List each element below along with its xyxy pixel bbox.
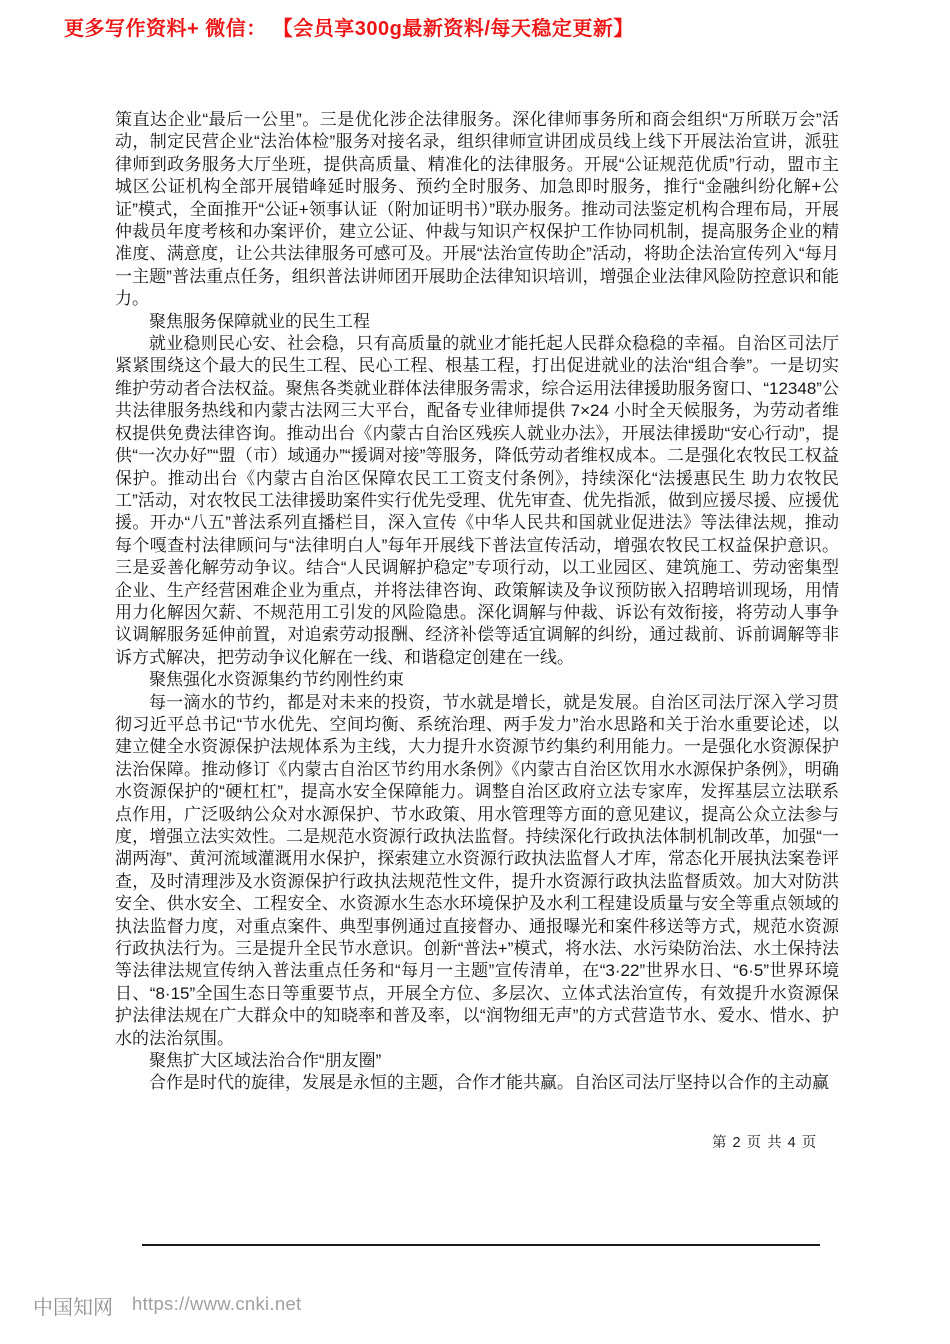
body-paragraph: 就业稳则民心安、社会稳，只有高质量的就业才能托起人民群众稳稳的幸福。自治区司法厅紧紧围绕这个最大的民生工程、民心工程、根基工程，打出促进就业的法治“组合拳”。一是切实维护劳动者合法权益。聚焦各类就业群体法律服务需求，综合运用法律援助服务窗口、“12348”公共法律服务热线和内蒙古法网三大平台，配备专业律师提供 7×24 小时全天候服务，为劳动者维权提供免费法律咨询。推动出台《内蒙古自治区残疾人就业办法》，开展法律援助“安心行动”，提供“一次办好”“盟（市）域通办”“援调对接”等服务，降低劳动者维权成本。二是强化农牧民工权益保护。推动出台《内蒙古自治区保障农民工工资支付条例》，持续深化“法援惠民生 助力农牧民工”活动，对农牧民工法律援助案件实行优先受理、优先审查、优先指派，做到应援尽援、应援优援。开办“八五”普法系列直播栏目，深入宣传《中华人民共和国就业促进法》等法律法规，推动每个嘎查村法律顾问与“法律明白人”每年开展线下普法宣传活动，增强农牧民工权益保护意识。三是妥善化解劳动争议。结合“人民调解护稳定”专项行动，以工业园区、建筑施工、劳动密集型企业、生产经营困难企业为重点，并将法律咨询、政策解读及争议预防嵌入招聘培训现场，用情用力化解因欠薪、不规范用工引发的风险隐患。深化调解与仲裁、诉讼有效衔接，将劳动人事争议调解服务延伸前置，对追索劳动报酬、经济补偿等适宜调解的纠纷，通过裁前、诉前调解等非诉方式解决，把劳动争议化解在一线、和谐稳定创建在一线。	[115, 334, 839, 667]
cnki-brand-label: 中国知网	[33, 1297, 113, 1319]
promo-banner-text: 更多写作资料+ 微信： 【会员享300g最新资料/每天稳定更新】	[64, 18, 634, 40]
page-indicator: 第 2 页 共 4 页	[712, 1135, 818, 1151]
cnki-url-text: https://www.cnki.net	[132, 1293, 302, 1314]
body-paragraph: 合作是时代的旋律，发展是永恒的主题，合作才能共赢。自治区司法厅坚持以合作的主动赢	[149, 1073, 829, 1093]
section-heading: 聚焦服务保障就业的民生工程	[149, 311, 370, 331]
document-body	[115, 109, 839, 1095]
section-heading: 聚焦扩大区域法治合作“朋友圈”	[149, 1051, 382, 1071]
footer-divider-line	[142, 1244, 820, 1246]
body-paragraph: 策直达企业“最后一公里”。三是优化涉企法律服务。深化律师事务所和商会组织“万所联万会”活动，制定民营企业“法治体检”服务对接名录，组织律师宣讲团成员线上线下开展法治宣讲，派驻律师到政务服务大厅坐班，提供高质量、精准化的法律服务。开展“公证规范优质”行动，盟市主城区公证机构全部开展错峰延时服务、预约全时服务、加急即时服务，推行“金融纠纷化解+公证”模式，全面推开“公证+领事认证（附加证明书）”联办服务。推动司法鉴定机构合理布局，开展仲裁员年度考核和办案评价，建立公证、仲裁与知识产权保护工作协同机制，提高服务企业的精准度、满意度，让公共法律服务可感可及。开展“法治宣传助企”活动，将助企法治宣传列入“每月一主题”普法重点任务，组织普法讲师团开展助企法律知识培训，增强企业法律风险防控意识和能力。	[115, 110, 839, 309]
body-paragraph: 每一滴水的节约，都是对未来的投资，节水就是增长，就是发展。自治区司法厅深入学习贯彻习近平总书记“节水优先、空间均衡、系统治理、两手发力”治水思路和关于治水重要论述，以建立健全水资源保护法规体系为主线，大力提升水资源节约集约利用能力。一是强化水资源保护法治保障。推动修订《内蒙古自治区节约用水条例》《内蒙古自治区饮用水水源保护条例》，明确水资源保护的“硬杠杠”，提高水安全保障能力。调整自治区政府立法专家库，发挥基层立法联系点作用，广泛吸纳公众对水源保护、节水政策、用水管理等方面的意见建议，提高公众立法参与度，增强立法实效性。二是规范水资源行政执法监督。持续深化行政执法体制机制改革，加强“一湖两海”、黄河流域灌溉用水保护，探索建立水资源行政执法监督人才库，常态化开展执法案卷评查，及时清理涉及水资源保护行政执法规范性文件，提升水资源行政执法监督质效。加大对防洪安全、供水安全、工程安全、水资源水生态水环境保护及水利工程建设质量与安全等重点领域的执法监督力度，对重点案件、典型事例通过直接督办、通报曝光和案件移送等方式，规范水资源行政执法行为。三是提升全民节水意识。创新“普法+”模式，将水法、水污染防治法、水土保持法等法律法规宣传纳入普法重点任务和“每月一主题”宣传清单，在“3·22”世界水日、“6·5”世界环境日、“8·15”全国生态日等重要节点，开展全方位、多层次、立体式法治宣传，有效提升水资源保护法律法规在广大群众中的知晓率和普及率，以“润物细无声”的方式营造节水、爱水、惜水、护水的法治氛围。	[115, 692, 839, 1048]
section-heading: 聚焦强化水资源集约节约刚性约束	[149, 670, 404, 690]
